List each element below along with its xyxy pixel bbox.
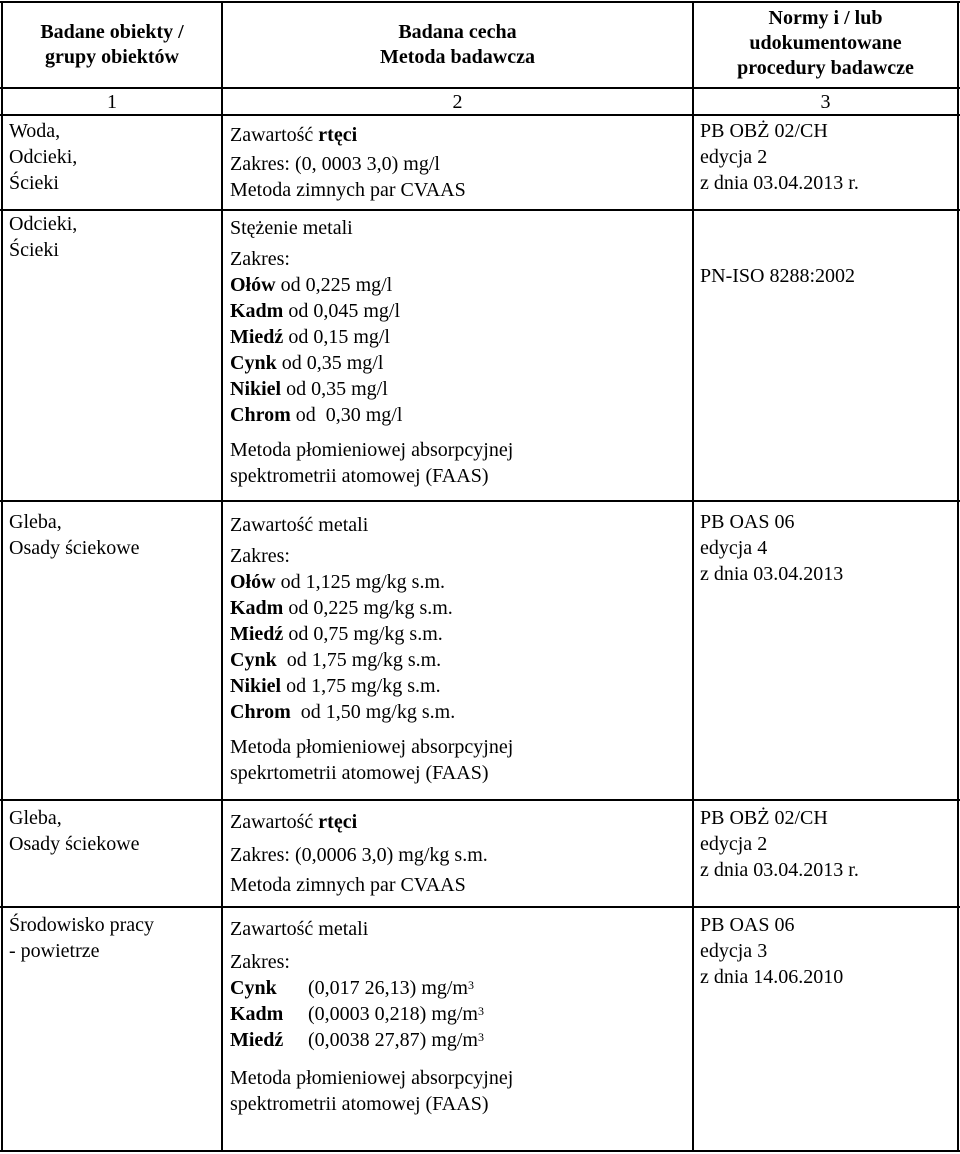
method-text: Metoda płomieniowej absorpcyjnej <box>230 439 514 461</box>
column-number-3: 3 <box>820 91 831 113</box>
metal-item: Nikiel od 0,35 mg/l <box>230 378 388 400</box>
metal-item: Miedź od 0,15 mg/l <box>230 326 390 348</box>
range-label: Zakres: <box>230 951 290 973</box>
row5-objects: Środowisko pracy - powietrze <box>9 914 154 962</box>
row3-objects: Gleba, Osady ściekowe <box>9 511 140 559</box>
row3-bottom-line <box>0 799 960 801</box>
row2-feature <box>230 215 513 489</box>
col-divider-2 <box>692 1 694 1152</box>
method-text: spektrometrii atomowej (FAAS) <box>230 1093 489 1115</box>
feature-title: Zawartość metali <box>230 918 369 940</box>
row1-bottom-line <box>0 209 960 211</box>
row2-norm: PN-ISO 8288:2002 <box>700 265 856 287</box>
header-objects: Badane obiekty / grupy obiektów <box>40 21 184 68</box>
row5-norm: PB OAS 06 edycja 3 z dnia 14.06.2010 <box>700 914 844 988</box>
table-border-top <box>0 1 960 3</box>
feature-title: Zawartość rtęci <box>230 124 358 146</box>
method-text: spekrtometrii atomowej (FAAS) <box>230 762 489 784</box>
metal-item: Ołów od 0,225 mg/l <box>230 274 393 296</box>
metal-item: Miedź (0,0038 27,87) $mg/m^3$ <box>230 1029 484 1051</box>
row1-objects: Woda, Odcieki, Ścieki <box>9 120 78 194</box>
method-text: Metoda płomieniowej absorpcyjnej <box>230 1067 514 1089</box>
metal-item: Miedź od 0,75 mg/kg s.m. <box>230 623 443 645</box>
header-norms: Normy i / lub udokumentowane procedury badawcze <box>737 7 914 79</box>
metal-item: Kadm od 0,045 mg/l <box>230 300 401 322</box>
column-number-1: 1 <box>107 91 117 113</box>
method-text: Metoda zimnych par CVAAS <box>230 874 466 896</box>
row3-feature <box>230 512 513 786</box>
method-text: Metoda płomieniowej absorpcyjnej <box>230 736 514 758</box>
row5-feature <box>230 916 513 1117</box>
row4-feature <box>230 809 488 898</box>
row3-norm: PB OAS 06 edycja 4 z dnia 03.04.2013 <box>700 511 844 585</box>
metal-item: Kadm od 0,225 mg/kg s.m. <box>230 597 453 619</box>
metal-item: Cynk (0,017 26,13) $mg/m^3$ <box>230 977 474 999</box>
metal-item: Chrom od 0,30 mg/l <box>230 404 403 426</box>
row1-feature <box>230 122 466 203</box>
metal-item: Kadm (0,0003 0,218) $mg/m^3$ <box>230 1003 484 1025</box>
row4-objects: Gleba, Osady ściekowe <box>9 807 140 855</box>
metal-item: Nikiel od 1,75 mg/kg s.m. <box>230 675 441 697</box>
table-border-right <box>957 1 959 1152</box>
header-feature: Badana cecha Metoda badawcza <box>380 21 535 68</box>
table-border-bottom <box>0 1150 960 1152</box>
metal-item: Ołów od 1,125 mg/kg s.m. <box>230 571 446 593</box>
col-divider-1 <box>221 1 223 1152</box>
feature-title: Zawartość metali <box>230 514 369 536</box>
feature-title: Stężenie metali <box>230 217 353 239</box>
feature-title: Zawartość rtęci <box>230 811 358 833</box>
metal-item: Cynk od 1,75 mg/kg s.m. <box>230 649 442 671</box>
row4-norm: PB OBŻ 02/CH edycja 2 z dnia 03.04.2013 r. <box>700 807 859 881</box>
metal-item: Cynk od 0,35 mg/l <box>230 352 384 374</box>
table-border-left <box>1 1 3 1152</box>
metal-item: Chrom od 1,50 mg/kg s.m. <box>230 701 456 723</box>
row2-bottom-line <box>0 500 960 502</box>
range-text: Zakres: (0, 0003 3,0) mg/l <box>230 153 440 175</box>
range-label: Zakres: <box>230 248 290 270</box>
row1-norm: PB OBŻ 02/CH edycja 2 z dnia 03.04.2013 r. <box>700 120 859 194</box>
range-text: Zakres: (0,0006 3,0) mg/kg s.m. <box>230 844 488 866</box>
row4-bottom-line <box>0 906 960 908</box>
row2-objects: Odcieki, Ścieki <box>9 213 78 261</box>
method-text: spektrometrii atomowej (FAAS) <box>230 465 489 487</box>
range-label: Zakres: <box>230 545 290 567</box>
column-number-2: 2 <box>452 91 463 113</box>
method-text: Metoda zimnych par CVAAS <box>230 179 466 201</box>
